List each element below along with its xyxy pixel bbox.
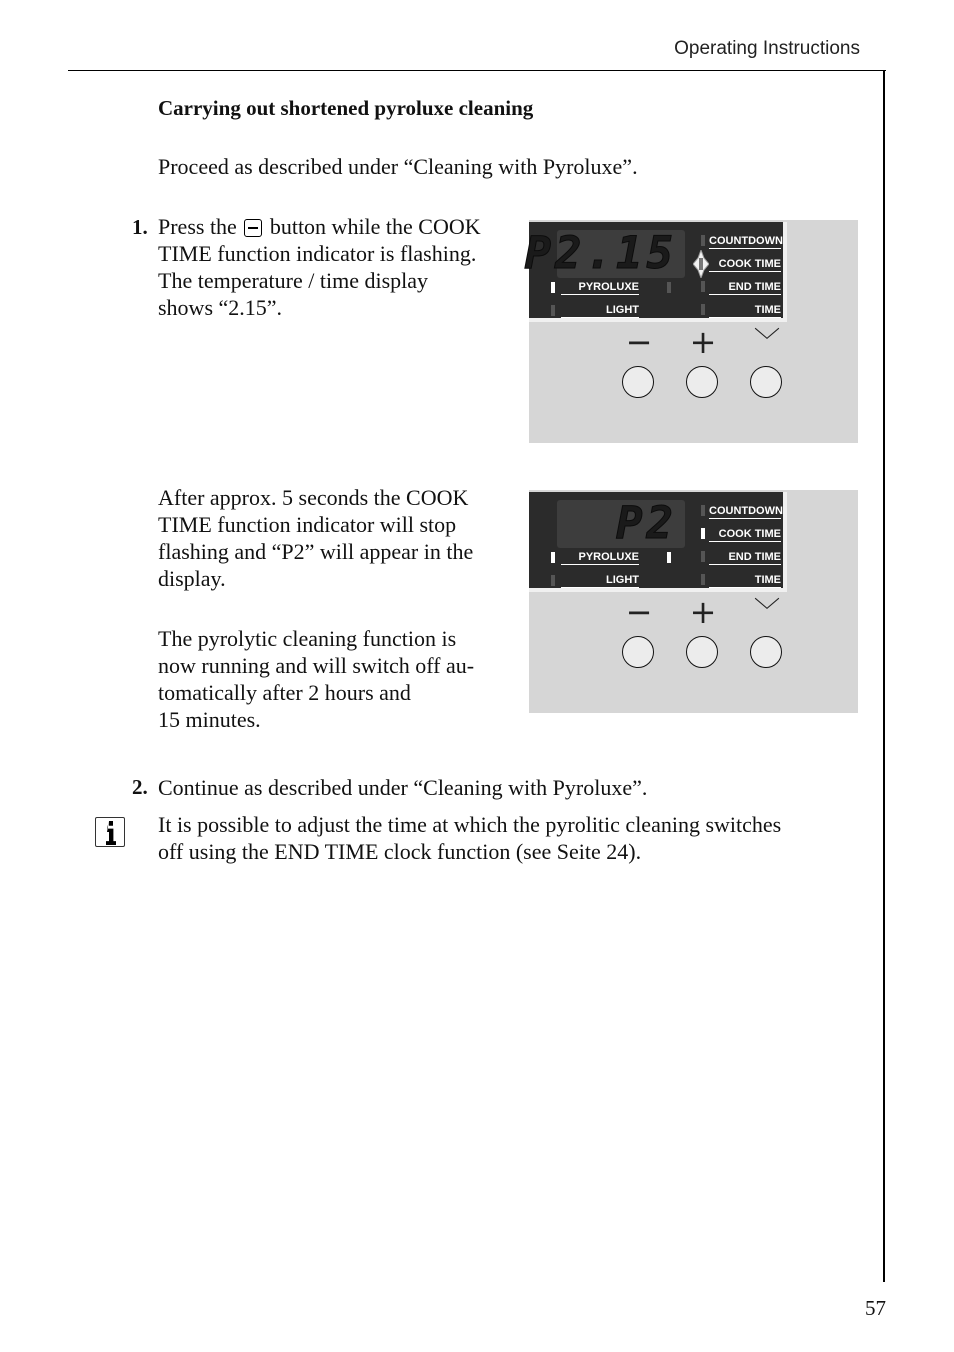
display-readout-2: P2 xyxy=(616,498,677,549)
running-paragraph xyxy=(158,625,523,733)
intro-paragraph: Proceed as described under “Cleaning with Pyroluxe”. xyxy=(158,154,638,179)
cook-time-label-1: COOK TIME xyxy=(709,257,781,272)
pyroluxe-indicator-1 xyxy=(551,282,555,293)
margin-rule xyxy=(883,70,885,1282)
flashing-indicator-icon xyxy=(693,250,709,278)
time-label-1: TIME xyxy=(709,303,781,318)
countdown-label-1: COUNTDOWN xyxy=(709,235,783,247)
step-1-line-3: The temperature / time display xyxy=(158,268,429,293)
step-1-text xyxy=(158,213,518,321)
pyroluxe-indicator-2 xyxy=(551,552,555,563)
digit-display-2 xyxy=(557,500,685,548)
countdown-indicator-2 xyxy=(701,505,705,516)
light-indicator-1 xyxy=(551,305,555,316)
light-indicator-2 xyxy=(551,575,555,586)
mid-indicator-1 xyxy=(667,282,671,293)
minus-symbol-2: − xyxy=(625,593,653,631)
after-paragraph xyxy=(158,484,518,592)
end-time-indicator-1 xyxy=(701,281,705,292)
select-symbol-2: ﹀ xyxy=(753,597,780,627)
step-2-text: Continue as described under “Cleaning with Pyroluxe”. xyxy=(158,775,648,800)
minus-button-1[interactable] xyxy=(622,366,654,398)
mid-indicator-2 xyxy=(667,552,671,563)
control-panel-1 xyxy=(524,220,858,443)
control-panel-2 xyxy=(529,490,858,713)
plus-button-1[interactable] xyxy=(686,366,718,398)
running-line-3: tomatically after 2 hours and xyxy=(158,680,411,705)
plus-symbol-1: + xyxy=(689,323,717,361)
step-1-line-4: shows “2.15”. xyxy=(158,295,283,320)
minus-symbol-1: − xyxy=(625,323,653,361)
after-line-1: After approx. 5 seconds the COOK xyxy=(158,485,469,510)
pyroluxe-label-2: PYROLUXE xyxy=(561,550,639,565)
light-label-2: LIGHT xyxy=(561,573,639,588)
running-line-2: now running and will switch off au- xyxy=(158,653,475,678)
time-indicator-2 xyxy=(701,574,705,585)
running-line-4: 15 minutes. xyxy=(158,707,261,732)
cook-time-label-2: COOK TIME xyxy=(709,527,781,542)
select-button-1[interactable] xyxy=(750,366,782,398)
display-readout-1: P2.15 xyxy=(524,228,677,279)
end-time-label-1: END TIME xyxy=(709,280,781,295)
step-1-line-1: Press the button while the COOK xyxy=(158,214,481,239)
page-number: 57 xyxy=(865,1296,886,1320)
select-symbol-1: ﹀ xyxy=(753,327,780,357)
section-heading: Carrying out shortened pyroluxe cleaning xyxy=(158,96,534,120)
display-screen-1 xyxy=(524,222,787,322)
countdown-label-2: COUNTDOWN xyxy=(709,505,783,517)
running-line-1: The pyrolytic cleaning function is xyxy=(158,626,457,651)
after-line-4: display. xyxy=(158,566,226,591)
display-screen-2 xyxy=(529,492,787,592)
light-label-1: LIGHT xyxy=(561,303,639,318)
after-line-2: TIME function indicator will stop xyxy=(158,512,457,537)
end-time-label-2: END TIME xyxy=(709,550,781,565)
pyroluxe-label-1: PYROLUXE xyxy=(561,280,639,295)
time-label-2: TIME xyxy=(709,573,781,588)
info-line-1: It is possible to adjust the time at which the pyrolitic cleaning switches xyxy=(158,812,782,837)
running-header: Operating Instructions xyxy=(674,38,860,59)
step-1-line-2: TIME function indicator is flashing. xyxy=(158,241,477,266)
minus-button-2[interactable] xyxy=(622,636,654,668)
plus-button-2[interactable] xyxy=(686,636,718,668)
header-rule xyxy=(68,70,886,71)
step-2-number: 2. xyxy=(132,775,148,799)
plus-symbol-2: + xyxy=(689,593,717,631)
select-button-2[interactable] xyxy=(750,636,782,668)
minus-button-icon xyxy=(244,219,262,237)
cook-time-indicator-2 xyxy=(701,528,705,539)
end-time-indicator-2 xyxy=(701,551,705,562)
after-line-3: flashing and “P2” will appear in the xyxy=(158,539,474,564)
info-icon xyxy=(95,817,125,847)
info-paragraph xyxy=(158,811,873,865)
step-1-number: 1. xyxy=(132,215,148,239)
time-indicator-1 xyxy=(701,304,705,315)
countdown-indicator-1 xyxy=(701,235,705,246)
info-line-2: off using the END TIME clock function (see Seite 24). xyxy=(158,839,642,864)
digit-display-1 xyxy=(524,228,685,279)
